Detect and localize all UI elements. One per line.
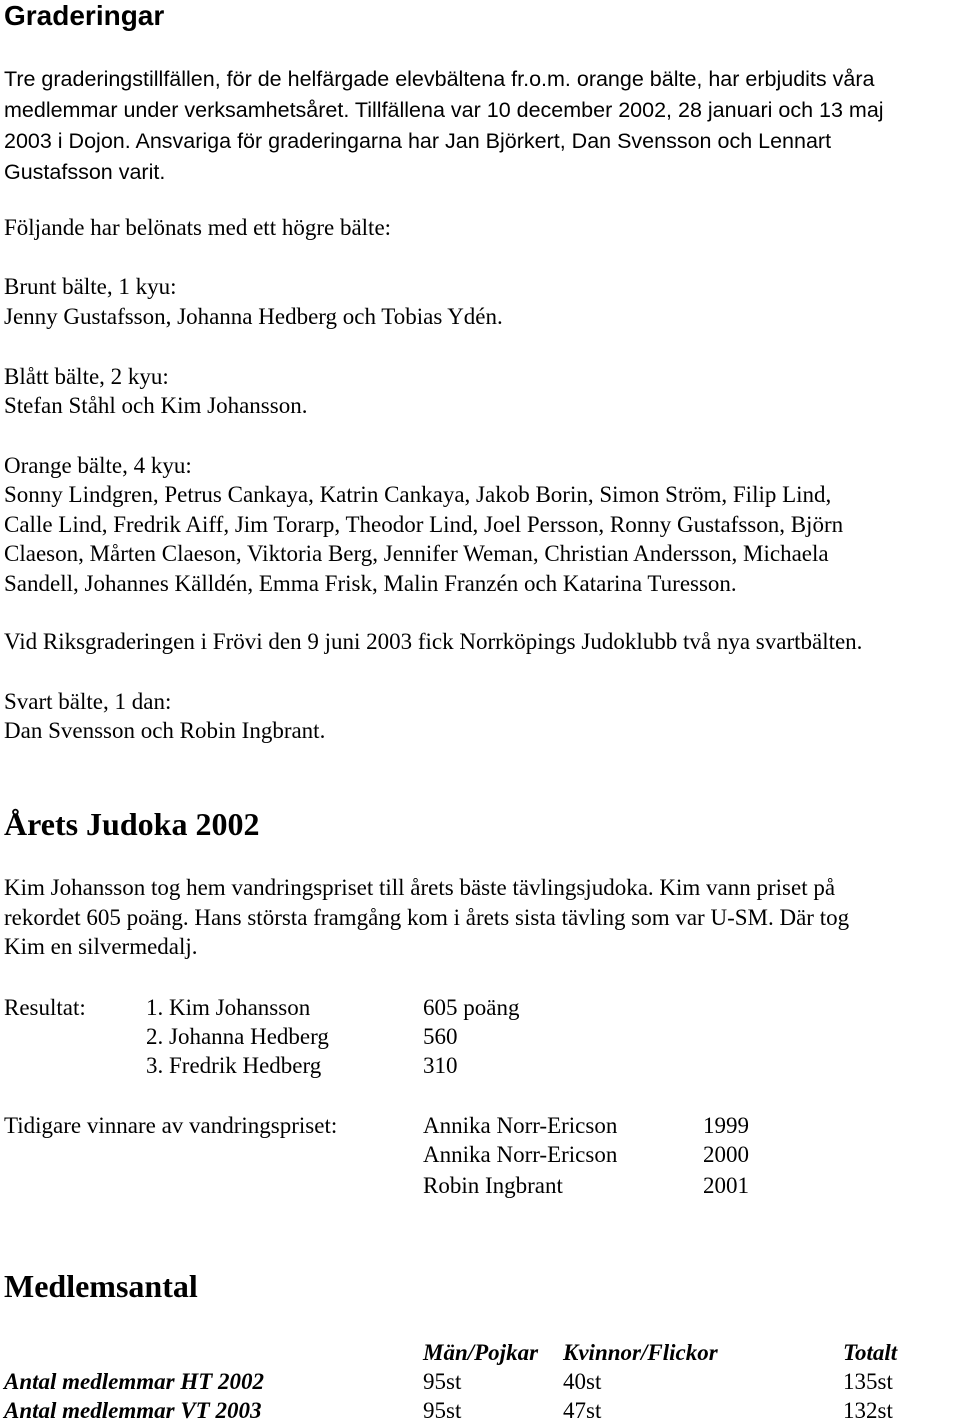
row-men: 95st	[423, 1369, 462, 1394]
black-belt-names: Dan Svensson och Robin Ingbrant.	[4, 718, 326, 743]
column-header-women: Kvinnor/Flickor	[563, 1340, 718, 1365]
black-belt-heading: Svart bälte, 1 dan:	[4, 689, 172, 714]
result-rank: 3. Fredrik Hedberg	[146, 1053, 322, 1078]
previous-winner-year: 2001	[703, 1173, 749, 1198]
row-label: Antal medlemmar HT 2002	[4, 1369, 265, 1394]
intro-line: 2003 i Dojon. Ansvariga för graderingarna har Jan Björkert, Dan Svensson och Lennart	[4, 129, 832, 153]
brown-belt-heading: Brunt bälte, 1 kyu:	[4, 274, 177, 299]
arets-judoka-title: Årets Judoka 2002	[4, 806, 260, 842]
previous-winner-year: 2000	[703, 1142, 749, 1167]
result-score: 310	[423, 1053, 458, 1078]
previous-winner-name: Annika Norr-Ericson	[423, 1142, 618, 1167]
column-header-total: Totalt	[843, 1340, 898, 1365]
graderingar-intro	[4, 64, 956, 188]
orange-names-line: Claeson, Mårten Claeson, Viktoria Berg, Jennifer Weman, Christian Andersson, Michaela	[4, 541, 829, 566]
blue-belt-heading: Blått bälte, 2 kyu:	[4, 364, 169, 389]
previous-winners-label: Tidigare vinnare av vandringspriset:	[4, 1113, 338, 1138]
medlemsantal-title: Medlemsantal	[4, 1268, 198, 1304]
result-score: 560	[423, 1024, 458, 1049]
previous-winner-year: 1999	[703, 1113, 749, 1138]
row-total: 135st	[843, 1369, 893, 1394]
row-label: Antal medlemmar VT 2003	[4, 1398, 262, 1423]
intro-line: medlemmar under verksamhetsåret. Tillfällena var 10 december 2002, 28 januari och 13 maj	[4, 98, 884, 122]
awarded-intro: Följande har belönats med ett högre bälte:	[4, 215, 392, 240]
results-label: Resultat:	[4, 995, 86, 1020]
orange-belt-names	[4, 480, 956, 598]
brown-belt-names: Jenny Gustafsson, Johanna Hedberg och Tobias Ydén.	[4, 304, 503, 329]
result-score: 605 poäng	[423, 995, 520, 1020]
result-rank: 2. Johanna Hedberg	[146, 1024, 329, 1049]
previous-winner-name: Robin Ingbrant	[423, 1173, 563, 1198]
row-women: 40st	[563, 1369, 602, 1394]
judoka-text-line: rekordet 605 poäng. Hans största framgång kom i årets sista tävling som var U-SM. Där tog	[4, 904, 850, 930]
result-rank: 1. Kim Johansson	[146, 995, 311, 1020]
column-header-men: Män/Pojkar	[423, 1340, 539, 1365]
arets-judoka-text	[4, 873, 956, 962]
orange-names-line: Sandell, Johannes Källdén, Emma Frisk, Malin Franzén och Katarina Turesson.	[4, 570, 737, 596]
orange-belt-heading: Orange bälte, 4 kyu:	[4, 453, 192, 478]
orange-names-line: Calle Lind, Fredrik Aiff, Jim Torarp, Theodor Lind, Joel Persson, Ronny Gustafsson, Björn	[4, 511, 844, 537]
row-women: 47st	[563, 1398, 602, 1423]
blue-belt-names: Stefan Ståhl och Kim Johansson.	[4, 393, 308, 418]
intro-line: Gustafsson varit.	[4, 160, 166, 184]
graderingar-title: Graderingar	[4, 0, 165, 31]
riksgradering-text: Vid Riksgraderingen i Frövi den 9 juni 2003 fick Norrköpings Judoklubb två nya svartbälten.	[4, 629, 863, 654]
intro-line: Tre graderingstillfällen, för de helfärgade elevbältena fr.o.m. orange bälte, har erbjudits våra	[4, 67, 875, 91]
row-total: 132st	[843, 1398, 893, 1423]
previous-winner-name: Annika Norr-Ericson	[423, 1113, 618, 1138]
orange-names-line: Sonny Lindgren, Petrus Cankaya, Katrin Cankaya, Jakob Borin, Simon Ström, Filip Lind,	[4, 482, 832, 507]
row-men: 95st	[423, 1398, 462, 1423]
judoka-text-line: Kim Johansson tog hem vandringspriset till årets bäste tävlingsjudoka. Kim vann priset på	[4, 875, 836, 900]
judoka-text-line: Kim en silvermedalj.	[4, 934, 198, 959]
